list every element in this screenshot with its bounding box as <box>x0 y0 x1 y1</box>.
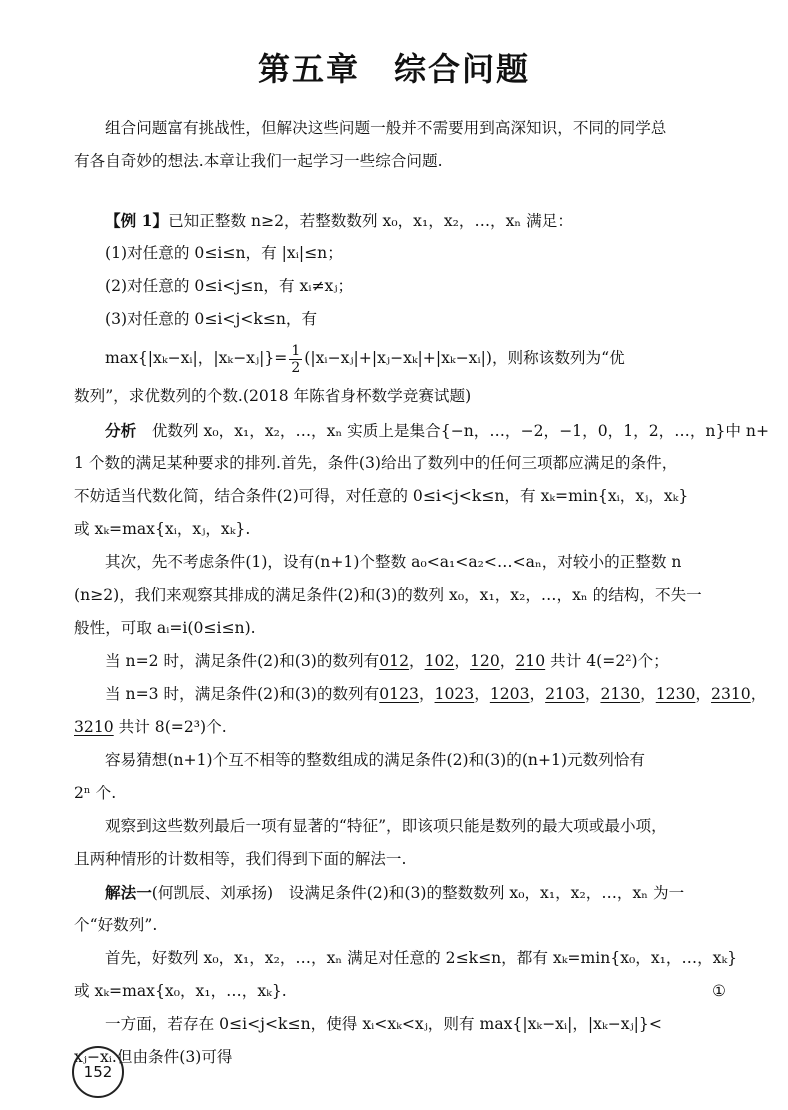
analysis-line <box>74 414 770 447</box>
n3-prefix: 当 n=3 时，满足条件(2)和(3)的数列有 <box>105 685 380 703</box>
sequence: 2130 <box>600 685 641 703</box>
formula-right: (|xᵢ−xⱼ|+|xⱼ−xₖ|+|xₖ−xᵢ|)，则称该数列为“优 <box>304 349 625 367</box>
sequence: 012 <box>379 652 410 670</box>
example-statement: 已知正整数 n≥2，若整数数列 x₀，x₁，x₂，…，xₙ 满足： <box>168 212 573 230</box>
text-line: 般性，可取 aᵢ=i(0≤i≤n). <box>74 619 256 637</box>
condition-3: (3)对任意的 0≤i<j<k≤n，有 <box>105 310 318 328</box>
solution-line <box>74 876 726 909</box>
n3-line: 当 n=3 时，满足条件(2)和(3)的数列有0123，1023，1203，2103，2130，1230，2310， <box>105 685 767 703</box>
page-number: 152 <box>72 1046 124 1098</box>
formula-line <box>74 336 726 380</box>
equation-marker: ① <box>712 982 726 1000</box>
text-line: 有各自奇妙的想法.本章让我们一起学习一些综合问题. <box>74 152 443 170</box>
solution-label: 解法一 <box>105 883 152 902</box>
analysis-label: 分析 <box>105 421 137 440</box>
n3-suffix: 共计 8(=2³)个. <box>118 718 227 736</box>
sequence: 1230 <box>655 685 696 703</box>
text-line: 且两种情形的计数相等，我们得到下面的解法一. <box>74 850 407 868</box>
sequence: 0123 <box>379 685 419 703</box>
text-line: 组合问题富有挑战性，但解决这些问题一般并不需要用到高深知识，不同的同学总 <box>105 119 667 137</box>
text-line: 首先，好数列 x₀，x₁，x₂，…，xₙ 满足对任意的 2≤k≤n，都有 xₖ=min{x₀，x₁，…，xₖ} <box>105 949 738 967</box>
solution-authors: (何凯辰、刘承扬) <box>151 884 274 902</box>
sequence: 2310 <box>711 685 751 703</box>
example-ending: 数列”，求优数列的个数.(2018 年陈省身杯数学竞赛试题) <box>74 387 472 405</box>
text-line: 观察到这些数列最后一项有显著的“特征”，即该项只能是数列的最大项或最小项， <box>105 817 667 835</box>
text-line: 不妨适当代数化简，结合条件(2)可得，对任意的 0≤i<j<k≤n，有 xₖ=min{xᵢ，xⱼ，xₖ} <box>74 487 689 505</box>
formula-left: max{|xₖ−xᵢ|，|xₖ−xⱼ|}= <box>105 349 288 367</box>
text-line: 一方面，若存在 0≤i<j<k≤n，使得 xᵢ<xₖ<xⱼ，则有 max{|xₖ−xᵢ|，|xₖ−xⱼ|}< <box>105 1015 662 1033</box>
solution-text: 设满足条件(2)和(3)的整数数列 x₀，x₁，x₂，…，xₙ 为一 <box>288 884 685 902</box>
example-statement-line <box>74 204 726 237</box>
n2-prefix: 当 n=2 时，满足条件(2)和(3)的数列有 <box>105 652 380 670</box>
fraction-denominator: 2 <box>291 359 301 376</box>
n2-suffix: 共计 4(=2²)个； <box>550 652 669 670</box>
condition-2: (2)对任意的 0≤i<j≤n，有 xᵢ≠xⱼ； <box>105 277 354 295</box>
sequence: 102 <box>424 652 455 670</box>
analysis-text: 优数列 x₀，x₁，x₂，…，xₙ 实质上是集合{−n，…，−2，−1，0，1，2，…，n}中 n+ <box>151 422 770 440</box>
fraction-one-half <box>289 343 302 376</box>
text-line: 个“好数列”. <box>74 916 158 934</box>
sequence: 2103 <box>545 685 585 703</box>
analysis-block <box>74 414 770 1074</box>
sequence: 120 <box>470 652 500 670</box>
n2-line: 当 n=2 时，满足条件(2)和(3)的数列有012，102，120，210 共计 4(=2²)个； <box>105 652 669 670</box>
intro-paragraph <box>74 112 726 178</box>
text-line-with-marker <box>74 975 726 1008</box>
chapter-title: 第五章 综合问题 <box>257 50 530 88</box>
text-line: 其次，先不考虑条件(1)，设有(n+1)个整数 a₀<a₁<a₂<…<aₙ，对较小的正整数 n <box>105 553 682 571</box>
text-line: 2ⁿ 个. <box>74 784 117 802</box>
sequence: 1023 <box>434 685 475 703</box>
fraction-numerator: 1 <box>291 342 301 359</box>
text-line: (n≥2)，我们来观察其排成的满足条件(2)和(3)的数列 x₀，x₁，x₂，…，xₙ 的结构，不失一 <box>74 586 702 604</box>
example-label: 【例 1】 <box>105 211 169 230</box>
sequence: 3210 <box>74 718 114 736</box>
n3-line-continued <box>74 711 726 744</box>
text-line: 或 xₖ=max{xᵢ，xⱼ，xₖ}. <box>74 520 251 538</box>
text-line: xⱼ−xᵢ.但由条件(3)可得 <box>74 1048 233 1066</box>
first-text: 或 xₖ=max{x₀，x₁，…，xₖ}. <box>74 982 287 1000</box>
sequence: 210 <box>515 652 546 670</box>
text-line: 容易猜想(n+1)个互不相等的整数组成的满足条件(2)和(3)的(n+1)元数列恰有 <box>105 751 646 769</box>
text-line: 1 个数的满足某种要求的排列.首先，条件(3)给出了数列中的任何三项都应满足的条件， <box>74 454 678 472</box>
sequence: 1203 <box>489 685 530 703</box>
condition-1: (1)对任意的 0≤i≤n，有 |xᵢ|≤n； <box>105 244 343 262</box>
example-block <box>74 204 726 413</box>
